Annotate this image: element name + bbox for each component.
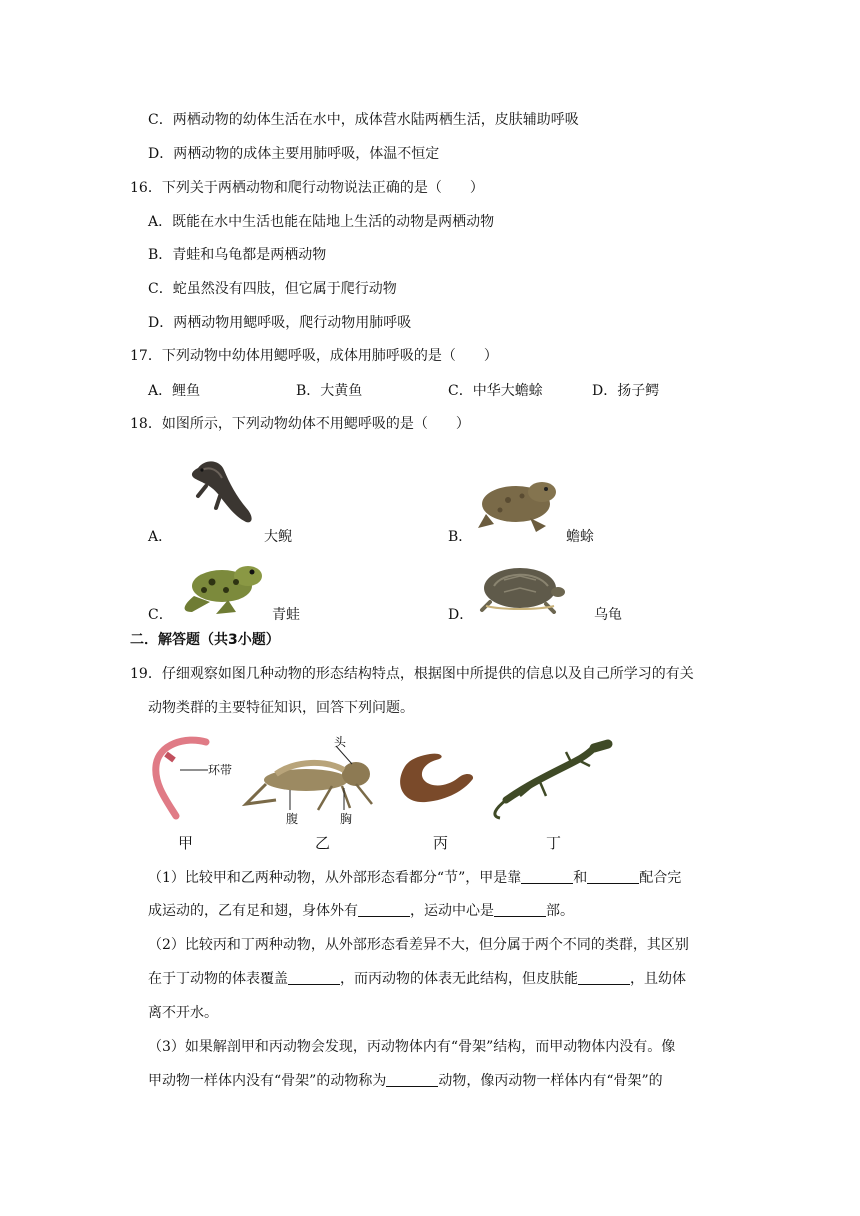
answer-blank[interactable] — [521, 869, 573, 884]
q19-part2-line2: 在于丁动物的体表覆盖 ，而丙动物的体表无此结构，但皮肤能 ，且幼体 — [148, 971, 686, 987]
answer-blank[interactable] — [358, 902, 410, 917]
q18-option-d-letter: D． — [448, 607, 474, 623]
q16-option-a: A．既能在水中生活也能在陆地上生活的动物是两栖动物 — [148, 214, 495, 230]
q17-option-a: A．鲤鱼 — [148, 383, 201, 399]
q19-stem-line1: 19．仔细观察如图几种动物的形态结构特点，根据图中所提供的信息以及自己所学习的有关 — [130, 666, 694, 682]
figure-label-jia: 甲 — [178, 834, 194, 852]
q18-option-c-name: 青蛙 — [272, 607, 300, 623]
q18-option-a-name: 大鲵 — [264, 529, 292, 545]
q18-option-a-letter: A． — [148, 529, 173, 545]
answer-blank[interactable] — [587, 869, 639, 884]
giant-salamander-image — [176, 452, 260, 538]
answer-blank[interactable] — [494, 902, 546, 917]
q17-option-b: B．大黄鱼 — [296, 383, 363, 399]
answer-blank[interactable] — [578, 970, 630, 985]
q17-option-d: D．扬子鳄 — [592, 383, 660, 399]
q15-option-c: C．两栖动物的幼体生活在水中，成体营水陆两栖生活，皮肤辅助呼吸 — [148, 112, 579, 128]
figure-label-yi: 乙 — [315, 834, 331, 852]
toad-image — [472, 474, 564, 536]
q18-option-c-letter: C． — [148, 607, 173, 623]
q16-option-c: C．蛇虽然没有四肢，但它属于爬行动物 — [148, 281, 397, 297]
figure-label-ding: 丁 — [546, 834, 562, 852]
q16-option-b: B．青蛙和乌龟都是两栖动物 — [148, 247, 327, 263]
q18-option-b-letter: B． — [448, 529, 473, 545]
annotation-thorax: 胸 — [340, 812, 353, 826]
q16-stem: 16．下列关于两栖动物和爬行动物说法正确的是（ ） — [130, 180, 484, 196]
q19-part2-line1: （2）比较丙和丁两种动物，从外部形态看差异不大，但分属于两个不同的类群，其区别 — [148, 937, 689, 953]
q17-option-c: C．中华大蟾蜍 — [448, 383, 543, 399]
answer-blank[interactable] — [386, 1072, 438, 1087]
q19-part1-line2: 成运动的，乙有足和翅，身体外有 ，运动中心是 部。 — [148, 903, 574, 919]
annotation-abdomen: 腹 — [286, 812, 299, 826]
figure-label-bing: 丙 — [433, 834, 449, 852]
q19-part2-line3: 离不开水。 — [148, 1005, 218, 1021]
q19-stem-line2: 动物类群的主要特征知识，回答下列问题。 — [148, 700, 414, 716]
q18-stem: 18．如图所示，下列动物幼体不用鳃呼吸的是（ ） — [130, 416, 470, 432]
q18-option-b-name: 蟾蜍 — [566, 529, 594, 545]
section-2-title: 二．解答题（共3小题） — [130, 632, 280, 648]
q15-option-d: D．两栖动物的成体主要用肺呼吸，体温不恒定 — [148, 146, 440, 162]
q18-option-d-name: 乌龟 — [594, 607, 622, 623]
q19-animals-figure — [146, 730, 616, 834]
q17-stem: 17．下列动物中幼体用鳃呼吸，成体用肺呼吸的是（ ） — [130, 348, 498, 364]
q19-part3-line2: 甲动物一样体内没有“骨架”的动物称为 动物，像丙动物一样体内有“骨架”的 — [148, 1073, 663, 1089]
frog-image — [176, 556, 270, 616]
q19-part3-line1: （3）如果解剖甲和丙动物会发现，丙动物体内有“骨架”结构，而甲动物体内没有。像 — [148, 1039, 676, 1055]
q16-option-d: D．两栖动物用鳃呼吸，爬行动物用肺呼吸 — [148, 315, 412, 331]
turtle-image — [474, 558, 566, 614]
q19-part1-line1: （1）比较甲和乙两种动物，从外部形态看都分“节”，甲是靠 和 配合完 — [148, 870, 682, 886]
annotation-clitellum: 环带 — [208, 763, 233, 777]
annotation-head: 头 — [334, 735, 347, 749]
answer-blank[interactable] — [288, 970, 340, 985]
